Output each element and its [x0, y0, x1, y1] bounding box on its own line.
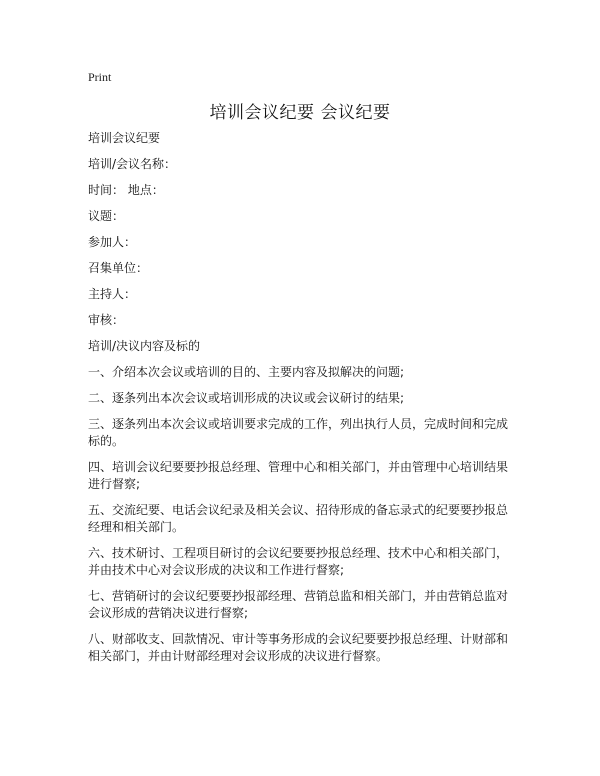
list-item: 三、逐条列出本次会议或培训要求完成的工作，列出执行人员，完成时间和完成标的。	[88, 417, 509, 448]
list-item: 二、逐条列出本次会议或培训形成的决议或会议研讨的结果;	[88, 391, 405, 405]
list-item: 七、营销研讨的会议纪要要抄报部经理、营销总监和相关部门，并由营销总监对会议形成的营销决议进行督察;	[88, 589, 509, 620]
field-host: 主持人：	[88, 287, 137, 301]
document-title: 培训会议纪要 会议纪要	[209, 103, 391, 123]
field-convening-unit: 召集单位：	[88, 261, 149, 275]
print-label: Print	[88, 70, 112, 84]
field-doc-type: 培训会议纪要	[88, 131, 161, 145]
document-body	[88, 130, 518, 674]
field-review: 审核：	[88, 313, 125, 327]
field-attendees: 参加人：	[88, 235, 137, 249]
list-item: 六、技术研讨、工程项目研讨的会议纪要要抄报总经理、技术中心和相关部门，并由技术中心对会议形成的决议和工作进行督察;	[88, 546, 509, 577]
list-item: 四、培训会议纪要要抄报总经理、管理中心和相关部门，并由管理中心培训结果进行督察;	[88, 460, 509, 491]
field-time-location: 时间： 地点：	[88, 183, 164, 197]
field-meeting-name: 培训/会议名称：	[88, 157, 177, 171]
list-item: 一、介绍本次会议或培训的目的、主要内容及拟解决的问题;	[88, 365, 405, 379]
field-topic: 议题：	[88, 209, 125, 223]
list-item: 八、财部收支、回款情况、审计等事务形成的会议纪要要抄报总经理、计财部和相关部门，并由计财部经理对会议形成的决议进行督察。	[88, 632, 509, 663]
list-item: 五、交流纪要、电话会议纪录及相关会议、招待形成的备忘录式的纪要要抄报总经理和相关部门。	[88, 503, 509, 534]
field-content-heading: 培训/决议内容及标的	[88, 339, 201, 353]
